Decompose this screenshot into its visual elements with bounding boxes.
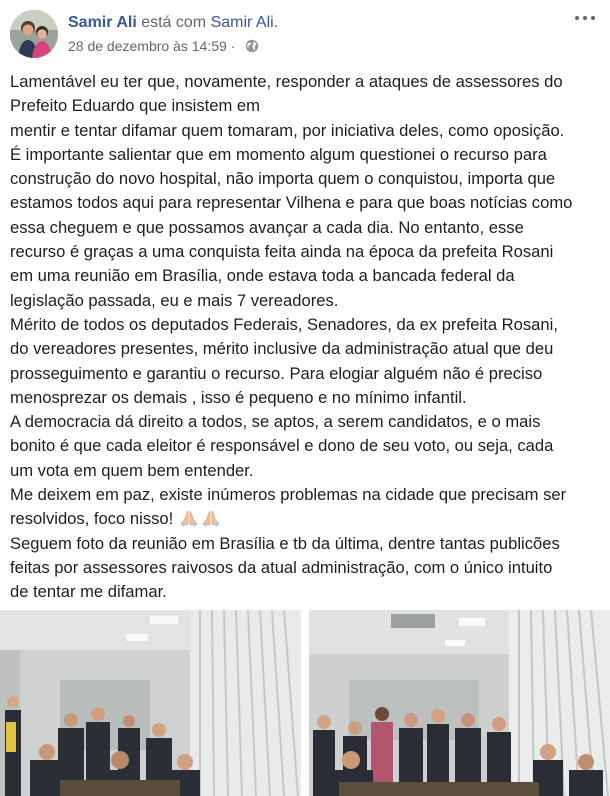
meeting-photo-left[interactable] [0,610,301,796]
post-paragraph: A democracia dá direito a todos, se aptos, a serem candidatos, e o mais bonito é que cada eleitor é responsável e dono de seu voto, ou seja, cada um vota em quem bem entender. [10,412,554,480]
globe-icon[interactable] [245,39,259,53]
post-meta [68,37,259,55]
more-options-icon[interactable] [572,8,598,28]
with-text: está com [136,14,211,31]
post-paragraph-text: Me deixem em paz, existe inúmeros problemas na cidade que precisam ser resolvidos, foco nisso! [10,485,567,529]
meta-separator: · [226,38,240,54]
tagged-user-link[interactable]: Samir Ali [210,14,274,31]
tagged-suffix: . [273,14,279,31]
post-paragraph: Mérito de todos os deputados Federais, Senadores, da ex prefeita Rosani, do vereadores presentes, mérito inclusive da administração atual que deu prosseguimento e garantiu o recurso. Para elogiar alguém não é preciso menosprezar os demais , isso é pequeno e no mínimo infantil. [10,314,558,407]
post-header [0,0,610,70]
post-body [10,70,606,605]
post-paragraph: Lamentável eu ter que, novamente, responder a ataques de assessores do Prefeito Eduardo que insistem em mentir e tentar difamar quem tomaram, por iniciativa deles, como oposição. [10,72,565,140]
meeting-photo-right[interactable] [309,610,610,796]
post-paragraph: Seguem foto da reunião em Brasília e tb da última, dentre tantas publicões feitas por assessores raivosos da atual administração, com o único intuito de tentar me difamar. [10,533,560,602]
photo-grid [0,610,610,796]
author-line [68,13,278,33]
timestamp-link[interactable]: 28 de dezembro às 14:59 [68,38,227,54]
folded-hands-icon [200,509,222,527]
folded-hands-icon [178,509,200,527]
post-paragraph-emoji [10,483,606,532]
avatar-photo [10,10,58,58]
avatar[interactable] [10,10,58,58]
author-name-link[interactable]: Samir Ali [68,14,137,31]
post-paragraph: É importante salientar que em momento algum questionei o recurso para construção do novo hospital, não importa quem o conquistou, importa que estamos todos aqui para representar Vilhena e para que boas notícias como essa cheguem e que possamos avançar a cada dia. No entanto, esse recurso é graças a uma conquista feita ainda na época da prefeita Rosani em uma reunião em Brasília, onde estava toda a bancada federal da legislação passada, eu e mais 7 vereadores. [10,144,573,310]
